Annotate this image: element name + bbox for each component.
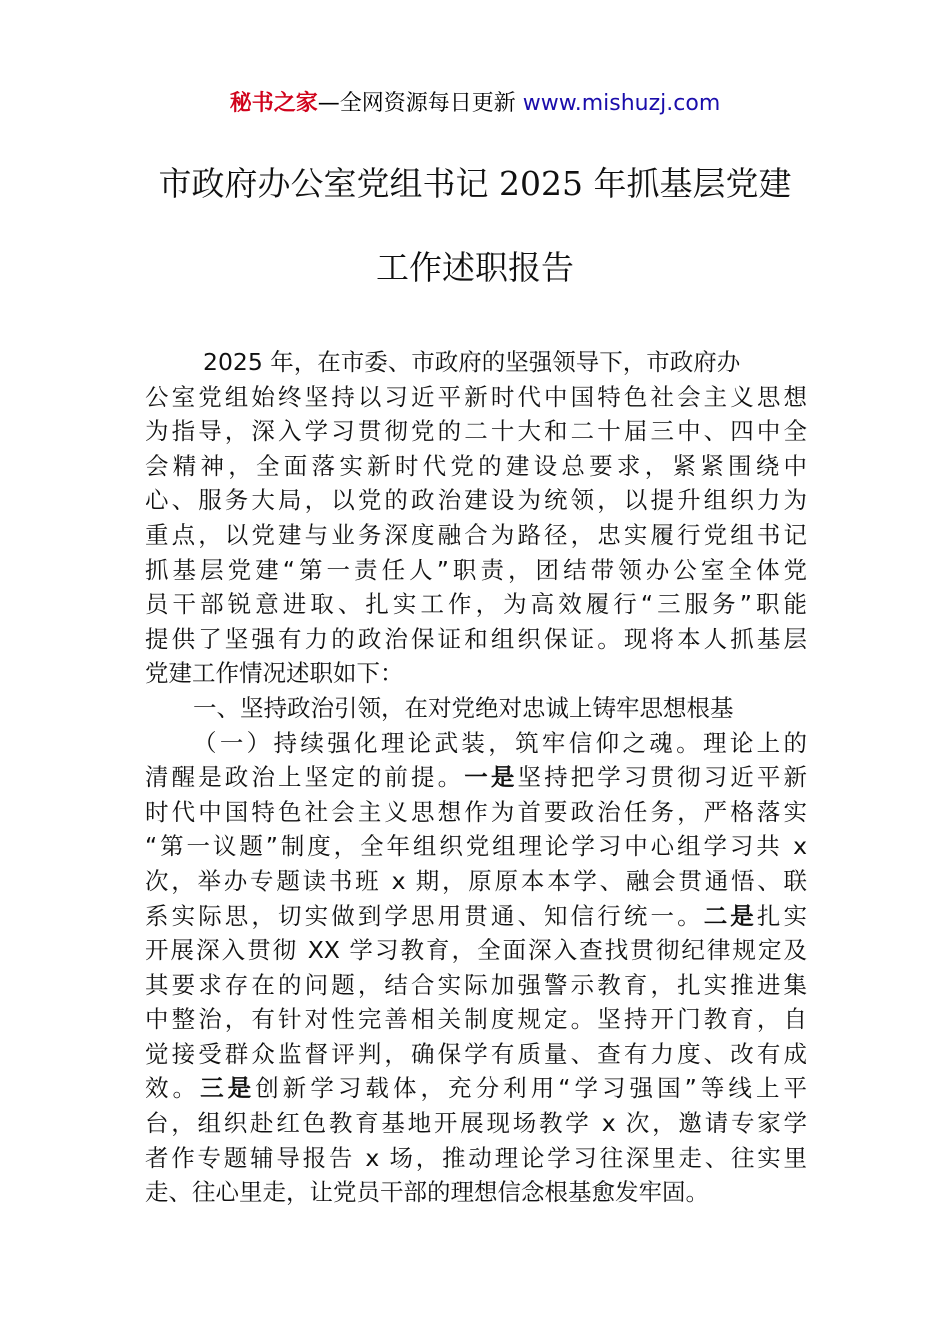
text-run: 扎实 — [756, 901, 807, 930]
intro-line: 2025 年，在市委、市政府的坚强领导下，市政府办 — [203, 348, 741, 376]
sub-line — [145, 899, 807, 934]
sub-line: 开展深入贯彻 XX 学习教育，全面深入查找贯彻纪律规定及 — [145, 936, 807, 965]
text-run: 效。 — [145, 1074, 201, 1103]
document-body — [145, 345, 807, 1210]
intro-line: 会精神，全面落实新时代党的建设总要求，紧紧围绕中 — [145, 451, 807, 480]
text-run: 系实际思，切实做到学思用贯通、知信行统一。 — [145, 901, 704, 930]
intro-line: 重点，以党建与业务深度融合为路径，忠实履行党组书记 — [145, 520, 807, 549]
emphasis-marker: 三是 — [200, 1074, 256, 1103]
header-tagline: —全网资源每日更新 — [317, 91, 516, 116]
title-line-1: 市政府办公室党组书记 2025 年抓基层党建 — [158, 164, 792, 203]
sub-line — [145, 760, 807, 795]
sub-line: 时代中国特色社会主义思想作为首要政治任务，严格落实 — [145, 797, 807, 826]
sub-line — [145, 1071, 807, 1106]
text-run: 清醒是政治上坚定的前提。 — [145, 763, 465, 792]
intro-line: 为指导，深入学习贯彻党的二十大和二十届三中、四中全 — [145, 417, 807, 446]
sub-line: “第一议题”制度，全年组织党组理论学习中心组学习共 x — [145, 832, 807, 861]
text-run: 创新学习载体，充分利用“学习强国”等线上平 — [255, 1074, 807, 1103]
intro-line: 提供了坚强有力的政治保证和组织保证。现将本人抓基层 — [145, 624, 807, 653]
sub-line: 走、往心里走，让党员干部的理想信念根基愈发牢固。 — [145, 1178, 709, 1207]
intro-line: 抓基层党建“第一责任人”职责，团结带领办公室全体党 — [145, 555, 807, 584]
sub-line: 觉接受群众监督评判，确保学有质量、查有力度、改有成 — [145, 1039, 807, 1068]
intro-line: 员干部锐意进取、扎实工作，为高效履行“三服务”职能 — [145, 590, 807, 619]
sub-line: 中整治，有针对性完善相关制度规定。坚持开门教育，自 — [145, 1005, 807, 1034]
text-run: 坚持把学习贯彻习近平新 — [517, 763, 807, 792]
title-line-2: 工作述职报告 — [376, 248, 574, 287]
section-heading: 一、坚持政治引领，在对党绝对忠诚上铸牢思想根基 — [193, 693, 734, 722]
sub-line: 者作专题辅导报告 x 场，推动理论学习往深里走、往实里 — [145, 1143, 807, 1172]
sub-line: （一）持续强化理论武装，筑牢信仰之魂。理论上的 — [193, 728, 807, 757]
sub-line: 其要求存在的问题，结合实际加强警示教育，扎实推进集 — [145, 970, 807, 999]
site-url-link[interactable]: www.mishuzj.com — [522, 91, 721, 116]
sub-line: 台，组织赴红色教育基地开展现场教学 x 次，邀请专家学 — [145, 1109, 807, 1138]
site-header — [0, 88, 950, 120]
document-title — [100, 160, 850, 292]
emphasis-marker: 一是 — [464, 763, 518, 792]
brand-name: 秘书之家 — [229, 91, 318, 116]
sub-line: 次，举办专题读书班 x 期，原原本本学、融会贯通悟、联 — [145, 866, 807, 895]
intro-line: 心、服务大局，以党的政治建设为统领，以提升组织力为 — [145, 486, 807, 515]
intro-line: 党建工作情况述职如下： — [145, 659, 404, 688]
emphasis-marker: 二是 — [703, 901, 757, 930]
intro-line: 公室党组始终坚持以习近平新时代中国特色社会主义思想 — [145, 382, 807, 411]
